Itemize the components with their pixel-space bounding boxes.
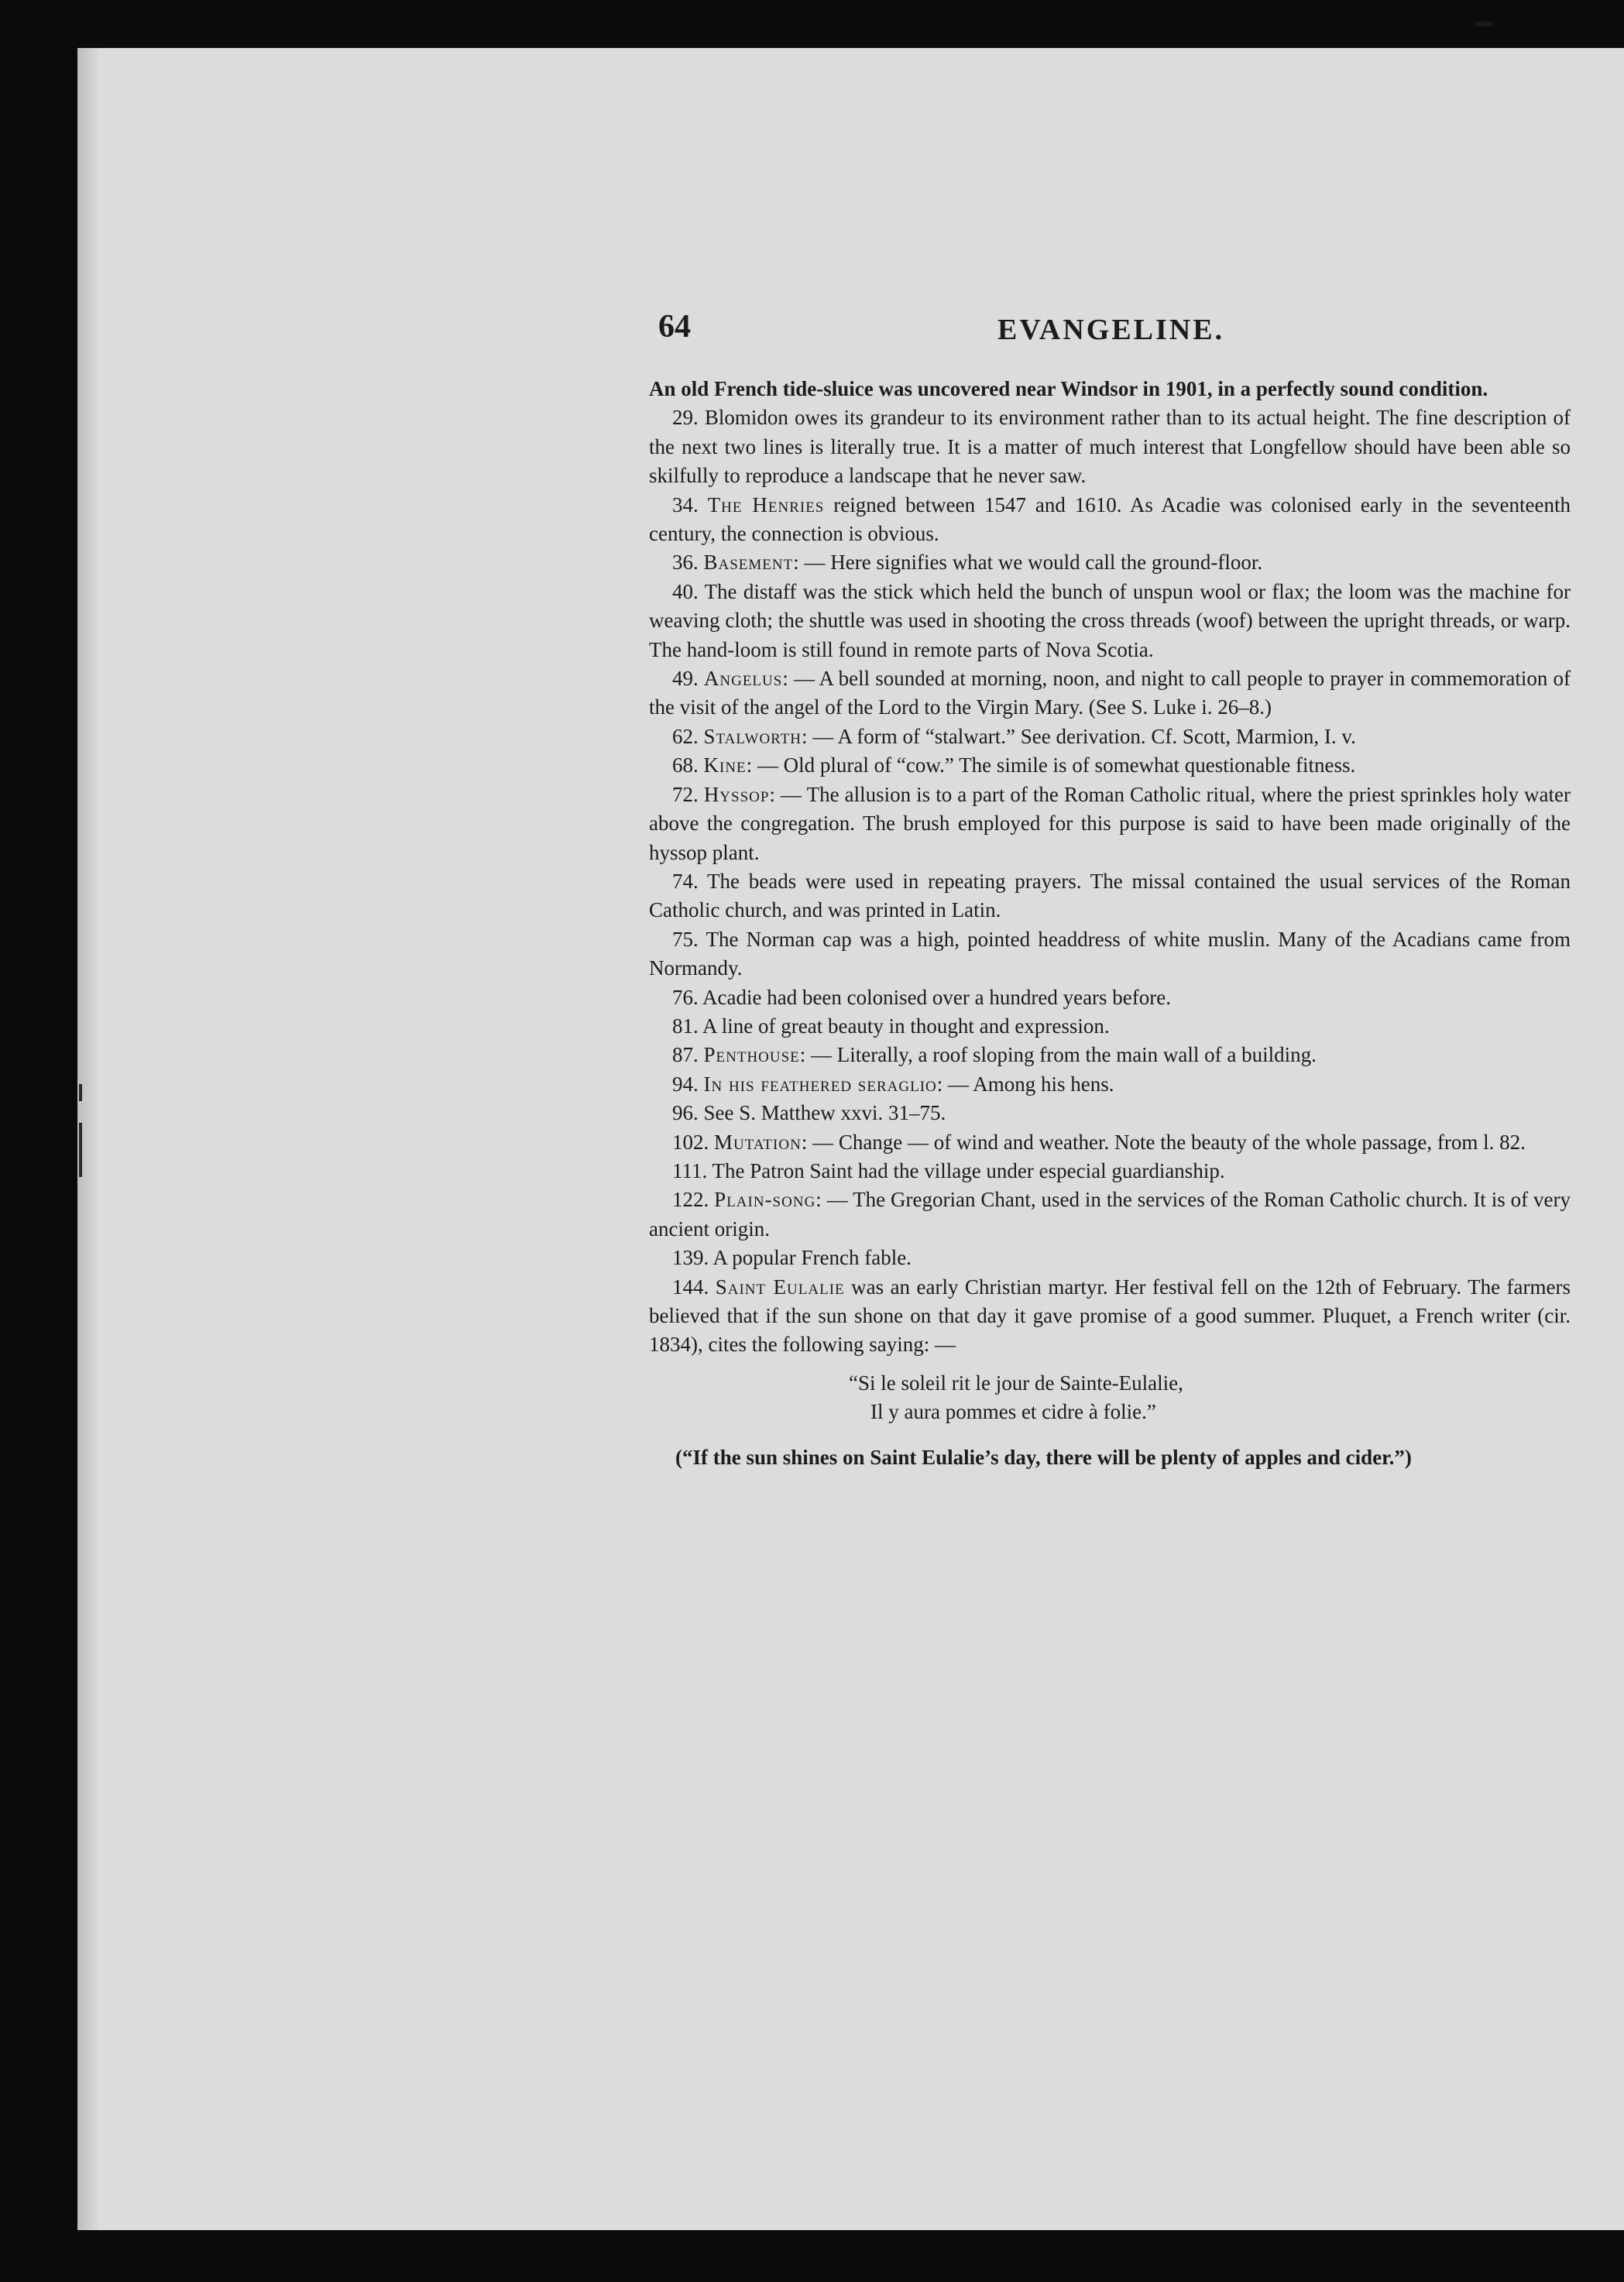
- note-number: 62.: [672, 724, 699, 748]
- note-term: Penthouse: [703, 1043, 800, 1067]
- note-term: Plain-song: [714, 1188, 816, 1212]
- note-number: 72.: [672, 782, 699, 806]
- note-term: Kine: [703, 753, 747, 777]
- note-62: [649, 722, 1571, 751]
- note-term: Hyssop: [703, 782, 770, 806]
- note-111: [649, 1157, 1571, 1186]
- note-text: The beads were used in repeating prayers. The missal contained the usual services of the Roman Catholic church, and was printed in Latin.: [649, 869, 1571, 922]
- note-72: [649, 781, 1571, 867]
- note-number: 122.: [672, 1188, 709, 1212]
- note-144: [649, 1273, 1571, 1360]
- note-text: : — Here signifies what we would call the ground-floor.: [793, 551, 1263, 575]
- page-number: 64: [658, 309, 691, 345]
- note-36: [649, 548, 1571, 577]
- note-102: [649, 1128, 1571, 1157]
- note-68: [649, 751, 1571, 780]
- note-term: The Henries: [707, 492, 825, 516]
- note-term: Stalworth: [703, 724, 802, 748]
- note-number: 96.: [672, 1101, 699, 1125]
- note-text: : — A form of “stalwart.” See derivation. Cf. Scott, Marmion, I. v.: [802, 724, 1356, 748]
- note-number: 34.: [672, 492, 699, 516]
- quote-line-2: Il y aura pommes et cidre à folie.”: [870, 1399, 1156, 1423]
- note-text: The Norman cap was a high, pointed headdress of white muslin. Many of the Acadians came from Normandy.: [649, 927, 1571, 980]
- note-number: 40.: [672, 579, 699, 603]
- note-text: A line of great beauty in thought and expression.: [702, 1014, 1110, 1038]
- note-number: 75.: [672, 927, 699, 951]
- note-text: The distaff was the stick which held the bunch of unspun wool or flax; the loom was the machine for weaving cloth; the shuttle was used in shooting the cross threads (woof) between the upright threads, or warp. The hand-loom is still found in remote parts of Nova Scotia.: [649, 579, 1571, 661]
- note-term: Mutation: [714, 1130, 802, 1154]
- quote-line-1: “Si le soleil rit le jour de Sainte-Eulalie,: [849, 1371, 1183, 1395]
- note-number: 111.: [672, 1158, 708, 1182]
- note-number: 76.: [672, 985, 699, 1009]
- note-text: The Patron Saint had the village under especial guardianship.: [712, 1158, 1225, 1182]
- note-87: [649, 1041, 1571, 1069]
- page-header: [649, 308, 1571, 362]
- note-number: 81.: [672, 1014, 699, 1038]
- note-number: 102.: [672, 1130, 709, 1154]
- notes-body: [649, 375, 1571, 1472]
- note-text: : — Change — of wind and weather. Note the beauty of the whole passage, from l. 82.: [801, 1130, 1526, 1154]
- note-text: Blomidon owes its grandeur to its environment rather than to its actual height. The fine description of the next two lines is literally true. It is a matter of much interest that Longfellow should have been able so skilfully to reproduce a landscape that he never saw.: [649, 406, 1571, 488]
- note-75: [649, 925, 1571, 983]
- note-number: 74.: [672, 869, 699, 893]
- note-number: 94.: [672, 1072, 699, 1096]
- note-96: [649, 1099, 1571, 1127]
- edge-mark: [79, 1084, 82, 1101]
- note-81: [649, 1012, 1571, 1041]
- note-number: 29.: [672, 406, 699, 430]
- note-text: : — The Gregorian Chant, used in the services of the Roman Catholic church. It is of very ancient origin.: [649, 1188, 1571, 1241]
- note-40: [649, 578, 1571, 664]
- note-text: Acadie had been colonised over a hundred years before.: [702, 985, 1171, 1009]
- note-number: 68.: [672, 753, 699, 777]
- note-122: [649, 1186, 1571, 1244]
- note-text: : — Old plural of “cow.” The simile is of somewhat questionable fitness.: [746, 753, 1356, 777]
- note-text: See S. Matthew xxvi. 31–75.: [703, 1101, 946, 1125]
- edge-mark: [79, 1123, 82, 1177]
- note-number: 36.: [672, 551, 699, 575]
- translation: (“If the sun shines on Saint Eulalie’s day, there will be plenty of apples and cider.”): [675, 1445, 1412, 1469]
- note-number: 49.: [672, 667, 699, 691]
- page-content: [649, 308, 1571, 1472]
- scan-speck: [1475, 22, 1492, 26]
- note-94: [649, 1070, 1571, 1099]
- note-text: A popular French fable.: [712, 1246, 912, 1270]
- note-number: 144.: [672, 1275, 709, 1299]
- note-text: : — A bell sounded at morning, noon, and night to call people to prayer in commemoration of the visit of the angel of the Lord to the Virgin Mary. (See S. Luke i. 26–8.): [649, 667, 1571, 719]
- note-74: [649, 867, 1571, 925]
- note-76: [649, 983, 1571, 1012]
- note-text: : — Among his hens.: [936, 1072, 1114, 1096]
- note-29: [649, 403, 1571, 490]
- note-text: reigned between 1547 and 1610. As Acadie was colonised early in the seventeenth century, the connection is obvious.: [649, 492, 1571, 546]
- note-term: In his feathered seraglio: [703, 1072, 937, 1096]
- note-term: Angelus: [703, 667, 783, 691]
- note-text: : — The allusion is to a part of the Roman Catholic ritual, where the priest sprinkles holy water above the congregation. The brush employed for this purpose is said to have been made originally of the hyssop plant.: [649, 782, 1571, 864]
- note-34: [649, 491, 1571, 549]
- note-49: [649, 664, 1571, 722]
- french-saying: [849, 1369, 1571, 1426]
- note-text: : — Literally, a roof sloping from the main wall of a building.: [799, 1043, 1317, 1067]
- note-139: [649, 1244, 1571, 1272]
- note-term: Saint Eulalie: [715, 1275, 845, 1299]
- note-term: Basement: [703, 551, 794, 575]
- note-text: was an early Christian martyr. Her festival fell on the 12th of February. The farmers believed that if the sun shone on that day it gave promise of a good summer. Pluquet, a French writer (cir. 1834), cites the following saying: —: [649, 1275, 1571, 1357]
- note-number: 87.: [672, 1043, 699, 1067]
- opening-paragraph: An old French tide-sluice was uncovered near Windsor in 1901, in a perfectly sound condition.: [649, 377, 1488, 400]
- note-number: 139.: [672, 1246, 709, 1270]
- running-title: EVANGELINE.: [997, 314, 1225, 346]
